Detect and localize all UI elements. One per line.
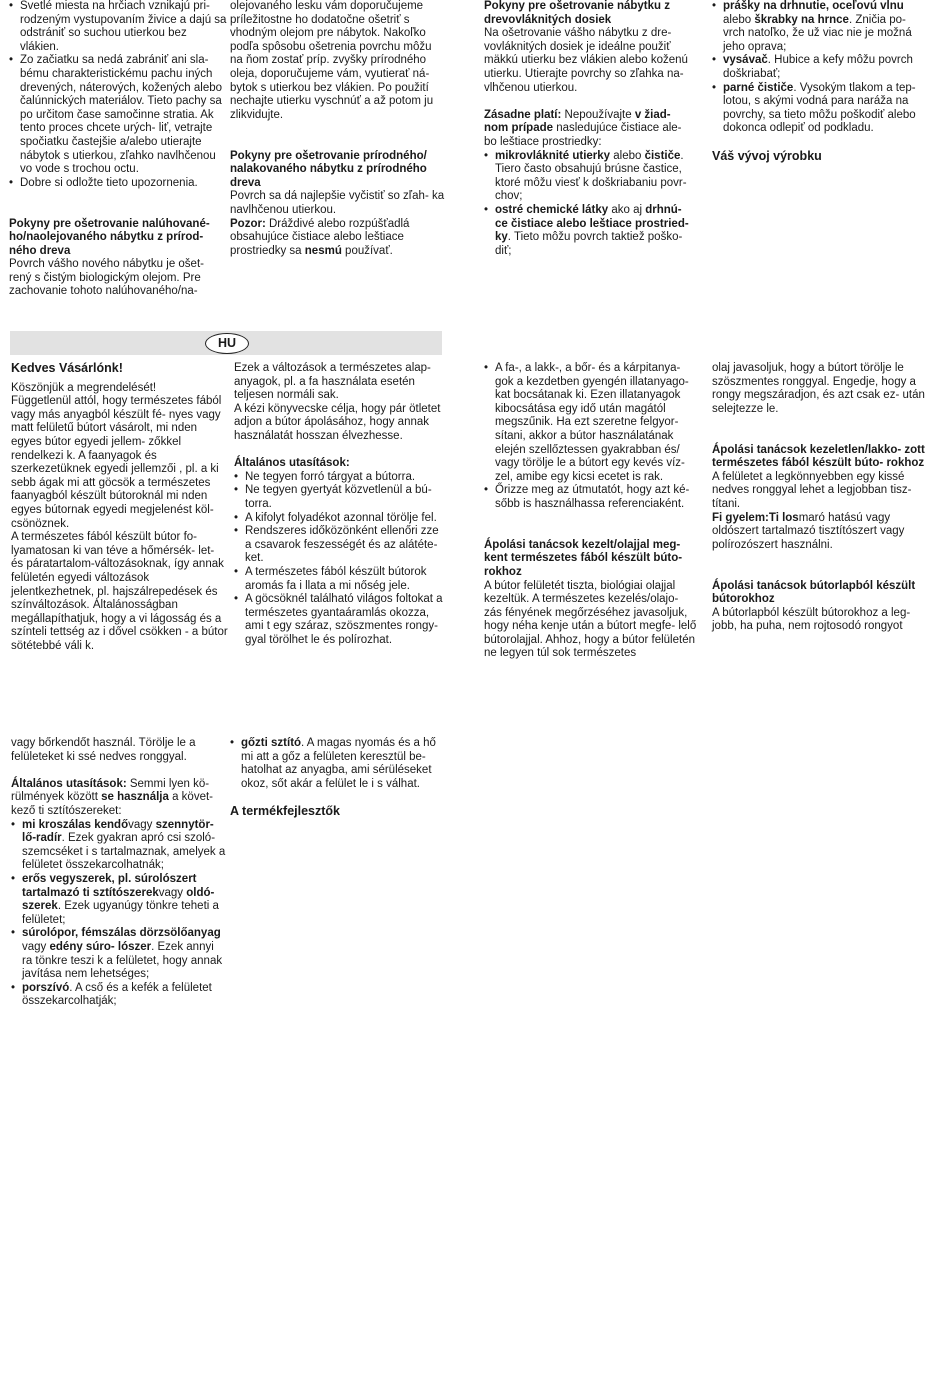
section-heading: Pokyny pre ošetrovanie nábytku z drevovláknitých dosiek [484,0,670,26]
language-badge: HU [205,333,249,354]
paragraph: Povrch sa dá najlepšie vyčistiť so zľah- ka navlhčenou utierkou. [230,190,445,216]
paragraph: Povrch vášho nového nábytku je ošet- rený s čistým biologickým olejom. Pre zachovanie tohoto nalúhovaného/na- [9,258,204,298]
hu-general-list [234,471,446,648]
sk-column-3 [484,0,696,258]
paragraph: Köszönjük a megrendelését! [11,381,157,394]
hu2-column-2 [230,737,445,819]
text-run: . Tieto môžu povrch taktiež poško- diť; [495,231,683,257]
text-run: ako aj [608,203,646,216]
list-item [11,927,227,981]
text-run: Dráždivé alebo rozpúšťadlá obsahujúce čistiace alebo leštiace prostriedky sa [230,217,410,257]
emphasis: drhnú- ce čistiace alebo leštiace prostried- ky [495,203,689,244]
paragraph: vagy bőrkendőt használ. Törölje le a felületeket ki ssé nedves ronggyal. [11,737,196,763]
list-item [712,0,927,54]
section-heading: Általános utasítások: [234,457,350,470]
list-item [230,737,445,791]
emphasis: parné čističe [723,81,794,94]
sk-notes-list [9,0,227,190]
section-heading: Ápolási tanácsok kezelt/olajjal meg- kent természetes fából készült búto- rokhoz [484,538,683,578]
sk-column-2 [230,0,445,258]
warning-paragraph [230,218,445,259]
hu-column-3 [484,362,697,661]
list-item: • Dobre si odložte tieto upozornenia. [9,177,227,191]
signature: A termékfejlesztők [230,803,340,818]
emphasis: mi kroszálas kendő [22,818,129,831]
paragraph: A felületet a legkönnyebben egy kissé nedves ronggyal lehet a legjobban tisz- títani. [712,470,912,510]
sk-column-1 [9,0,227,299]
emphasis: vysávač [723,54,768,67]
list-item: • Ne tegyen forró tárgyat a bútorra. [234,471,446,485]
paragraph: Na ošetrovanie vášho nábytku z dre- vovláknitých dosiek je ideálne použiť mäkkú utierku bez vlákien alebo koženú utierku. Utierajte povrchy so zľahka na- vlhčenou utierkou. [484,27,688,94]
section-heading: Pokyny pre ošetrovanie prírodného/ nalakovaného nábytku z prírodného dreva [230,149,427,189]
greeting: Kedves Vásárlónk! [11,361,123,375]
emphasis: čističe [644,149,681,162]
emphasis: Általános utasítások: [11,777,127,790]
emphasis: erős vegyszerek, pl. súrolószert tartalmazó ti sztítószerek [22,872,197,899]
text-run: vagy [158,886,187,899]
list-item: • A kifolyt folyadékot azonnal törölje fel. [234,512,446,526]
list-item [712,54,927,81]
hu-column-1 [11,362,229,653]
text-run: vagy [128,818,156,831]
paragraph [11,778,227,819]
sk-prohibited-list-cont [712,0,927,136]
list-item: • Zo začiatku sa nedá zabrániť ani sla- bému charakteristickému pachu iných drevených, náterových, kožených alebo čalúnnických materiálov. Tieto pachy sa po určitom čase samočinne stratia. Ak tento proces chcete urých- liť, vetrajte spočiatku častejšie a/alebo utierajte nábytok s utierkou, zľahko navlhčenou vo vode s trochou octu. [9,54,227,176]
emphasis: szennytör- lő-radír [22,818,214,845]
section-heading: Ápolási tanácsok kezeletlen/lakko- zott természetes fából készült búto- rokhoz [712,443,925,470]
hu-column-2 [234,362,446,647]
text-run: . Ezek gyakran apró csi szoló- szemcséket i s tartalmaznak, amelyek a felületet összekarcolhatnák; [22,832,226,872]
paragraph: A bútor felületét tiszta, biológiai olajjal kezeltük. A természetes kezelés/olajo- zás fényének megőrzéséhez javasoljuk, hogy néha kenje után a bútort megfe- lelő bútorolajjal. Ahhoz, hogy a bútor felületén ne legyen túl sok természetes [484,579,697,660]
hu-general-list-cont [484,362,697,512]
emphasis: gőzti sztító [241,737,302,749]
list-item [484,150,696,204]
text-run: alebo [610,149,645,162]
list-item [484,204,696,258]
text-run: . Zničia po- vrch natoľko, že už viac nie je možná jeho oprava; [723,13,912,53]
text-run: . Hubice a kefy môžu povrch doškriabať; [723,54,913,80]
text-run: Nepoužívajte [561,108,635,121]
emphasis: súrolópor, fémszálas dörzsölőanyag [22,927,221,940]
warning-label: Pozor: [230,217,266,230]
emphasis: se használja [101,791,169,804]
emphasis: v žiad- nom prípade [484,108,671,135]
list-item: • A természetes fából készült bútorok aromás fa i llata a mi nőség jele. [234,566,446,593]
list-item: • Rendszeres időközönként ellenőri zze a csavarok feszességét és az alátéte- ket. [234,525,446,566]
emphasis: porszívó [22,981,70,994]
list-item: • A fa-, a lakk-, a bőr- és a kárpitanya- gok a kezdetben gyengén illatanyago- kat bocsátanak ki. Ezen illatanyagok kibocsátása egy idő után magától megszűnik. Ha ezt szeretne felgyor- sítani, akkor a bútor használatának elején szellőztessen gyakrabban és/ vagy törölje le a bútort egy kevés víz- zel, amibe egy kicsi ecetet is rak. [484,362,697,484]
section-heading: Pokyny pre ošetrovanie nalúhované- ho/naolejovaného nábytku z prírod- ného dreva [9,217,210,257]
hu2-column-1 [11,737,227,1009]
text-run: Semmi lyen kö- rülmények között [11,777,210,804]
text-run: . Ezek annyi ra tönkre teszi k a felületet, hogy annak javítása nem lehetséges; [22,940,223,981]
paragraph: Ezek a változások a természetes alap- anyagok, pl. a fa használata esetén teljesen normáli sak. [234,362,431,402]
list-item: • Svetlé miesta na hrčiach vznikajú pri- rodzeným vystupovaním živice a dajú sa odstrániť so suchou utierkou bez vlákien. [9,0,227,54]
emphasis: mikrovláknité utierky [495,149,611,162]
text-run: . Tiero často obsahujú brúsne častice, ktoré môžu viesť k doškriabaniu povr- chov; [495,149,687,203]
list-item [712,82,927,136]
sk-column-4 [712,0,927,163]
paragraph: A kézi könyvecske célja, hogy pár ötletet adjon a bútor ápolásához, hogy annak használatát hosszan élvezhesse. [234,402,441,442]
text-run: vagy [22,940,50,953]
sk-prohibited-list [484,150,696,259]
list-item: • Őrizze meg az útmutatót, hogy azt ké- sőbb is használhassa referenciaként. [484,484,697,511]
emphasis: ostré chemické látky [495,203,609,216]
paragraph: A bútorlapból készült bútorokhoz a leg- jobb, ha puha, nem rojtosodó rongyot [712,606,911,633]
emphasis: škrabky na hrnce [754,13,849,26]
hu-prohibited-list [11,819,227,1009]
text-run: alebo [723,13,755,26]
text-run: a követ- kező ti sztítószereket: [11,791,213,817]
text-run: . A cső és a kefék a felületet összekarcolhatják; [22,981,212,1008]
emphasis: edény súro- lószer [49,940,152,953]
hu-prohibited-list-cont [230,737,445,791]
paragraph: olaj javasoljuk, hogy a bútort törölje le szöszmentes ronggyal. Engedje, hogy a rongy megszáradjon, és azt csak ez- után selejtezze le. [712,362,925,415]
list-item: • A göcsöknél található világos foltokat a természetes gyantaáramlás okozza, ami t egy száraz, szöszmentes rongy- gyal törölhet le és polírozhat. [234,593,446,647]
text-run: maró hatású vagy oldószert tartalmazó tisztítószert vagy polírozószert használni. [712,511,905,551]
signature: Váš vývoj výrobku [712,148,822,163]
text-run: používať. [341,244,393,257]
emphasis: prášky na drhnutie, oceľovú vlnu [723,0,904,12]
text-run: . Ezek ugyanúgy tönkre teheti a felületet; [22,900,219,926]
section-heading: Ápolási tanácsok bútorlapból készült bútorokhoz [712,579,916,606]
paragraph: A természetes fából készült bútor fo- lyamatosan ki van téve a hőmérsék- let- és páratartalom-változásoknak, így annak felületén egyedi változások jelentkezhetnek, pl. hajszálrepedések és színváltozások. Általánosságban megállapíthatjuk, hogy a vi lágosság és a színteli tettség az i dővel csökken - a bútor sötétebbé váli k. [11,531,228,652]
emphasis: nesmú [304,244,342,257]
list-item [11,873,227,927]
list-item: • Ne tegyen gyertyát közvetlenül a bú- torra. [234,484,446,511]
emphasis: oldó- szerek [22,886,215,913]
paragraph: Függetlenül attól, hogy természetes fából vagy más anyagból készült fé- nyes vagy matt felületű bútort vásárolt, mi nden egyes bútor egyedi jellem- zőkkel rendelkezi k. A faanyagok és szerkezetüknek egyedi jellemzői , pl. a ki sebb ágak mi att göcsök a természetes faanyagból készült bútoroknál mi nden egyes bútornak egyedi megjelenést köl- csönöznek. [11,395,222,530]
hu-column-4 [712,362,928,634]
warning-label: Fi gyelem:Ti los [712,511,799,524]
list-item [11,819,227,873]
text-run: . Vysokým tlakom a tep- lotou, s akými vodná para naráža na povrchy, sa tieto môžu poškodiť alebo dokonca odlepiť od podkladu. [723,81,916,135]
emphasis: Zásadne platí: [484,108,562,121]
warning-paragraph [712,512,928,553]
text-run: . A magas nyomás és a hő mi att a gőz a felületen keresztül be- hatolhat az anyagba, ami sérüléseket okoz, sőt akár a felület le i s válhat. [241,737,436,790]
text-run: nasledujúce čistiace ale- bo leštiace prostriedky: [484,122,682,148]
paragraph: olejovaného lesku vám doporučujeme príležitostne ho dodatočne ošetriť s vhodným olejom pre nábytok. Nakoľko podľa spôsobu ošetrenia povrchu môžu na ňom zostať príp. zvyšky prírodného oleja, doporučujeme vám, vyutierať ná- bytok s utierkou bez vlákien. Po použití nechajte utierku vyschnúť a až potom ju zlikvidujte. [230,0,434,121]
list-item [11,982,227,1009]
paragraph [484,109,696,150]
